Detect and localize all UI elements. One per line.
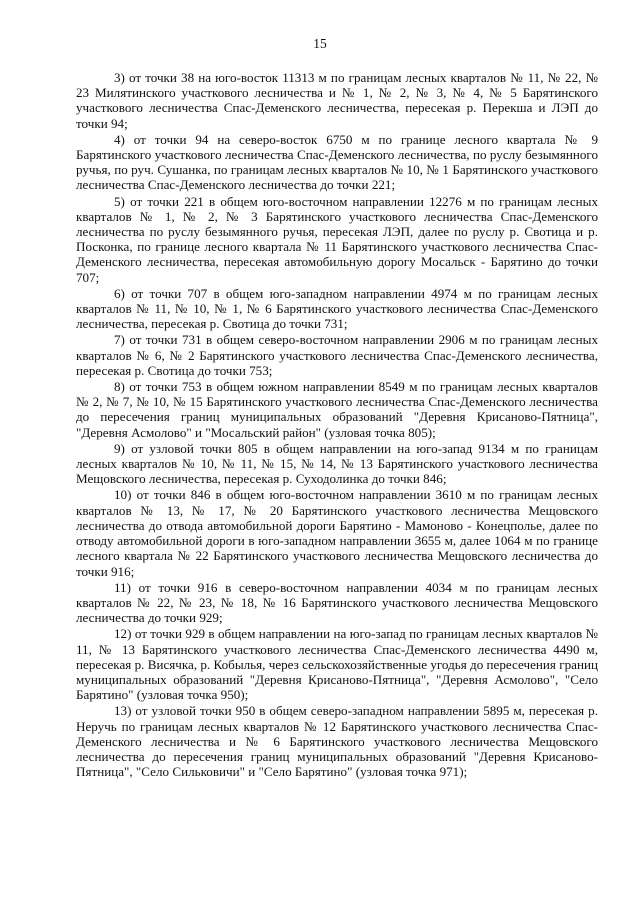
document-body: [76, 70, 598, 780]
paragraph-item-13: 13) от узловой точки 950 в общем северо-западном направлении 5895 м, пересекая р. Неручь по границам лесных кварталов № 12 Барятинского участкового лесничества Спас-Деменского лесничества и № 6 Барятинского участкового лесничества Мещовского лесничества до пересечения границ муниципальных образований "Деревня Крисаново-Пятница", "Село Сильковичи" и "Село Барятино" (узловая точка 971);: [76, 703, 598, 780]
paragraph-item-8: 8) от точки 753 в общем южном направлении 8549 м по границам лесных кварталов № 2, № 7, № 10, № 15 Барятинского участкового лесничества Спас-Деменского лесничества до пересечения границ муниципальных образований "Деревня Крисаново-Пятница", "Деревня Асмолово" и "Мосальский район" (узловая точка 805);: [76, 379, 598, 440]
paragraph-item-10: 10) от точки 846 в общем юго-восточном направлении 3610 м по границам лесных кварталов № 13, № 17, № 20 Барятинского участкового лесничества Мещовского лесничества до отвода автомобильной дороги Барятино - Мамоново - Конецполье, далее по отводу автомобильной дороги в юго-западном направлении 3655 м, далее 1064 м по границе лесного квартала № 22 Барятинского участкового лесничества Мещовского лесничества до точки 916;: [76, 487, 598, 579]
paragraph-item-5: 5) от точки 221 в общем юго-восточном направлении 12276 м по границам лесных кварталов № 1, № 2, № 3 Барятинского участкового лесничества Спас-Деменского лесничества по руслу безымянного ручья, пересекая ЛЭП, далее по руслу р. Свотица и р. Посконка, по границе лесного квартала № 11 Барятинского участкового лесничества Спас-Деменского лесничества, пересекая автомобильную дорогу Мосальск - Барятино до точки 707;: [76, 193, 598, 285]
paragraph-item-7: 7) от точки 731 в общем северо-восточном направлении 2906 м по границам лесных кварталов № 6, № 2 Барятинского участкового лесничества Спас-Деменского лесничества, пересекая р. Свотица до точки 753;: [76, 332, 598, 378]
paragraph-item-4: 4) от точки 94 на северо-восток 6750 м по границе лесного квартала № 9 Барятинского участкового лесничества Спас-Деменского лесничества, по руслу безымянного ручья, по руч. Сушанка, по границам лесных кварталов № 10, № 1 Барятинского участкового лесничества Спас-Деменского лесничества до точки 221;: [76, 131, 598, 193]
page-number: 15: [313, 36, 327, 51]
paragraph-item-9: 9) от узловой точки 805 в общем направлении на юго-запад 9134 м по границам лесных кварталов № 10, № 11, № 15, № 14, № 13 Барятинского участкового лесничества Мещовского лесничества, пересекая р. Суходолинка до точки 846;: [76, 440, 598, 487]
paragraph-item-12: 12) от точки 929 в общем направлении на юго-запад по границам лесных кварталов № 11, № 13 Барятинского участкового лесничества Спас-Деменского лесничества 4490 м, пересекая р. Висячка, р. Кобылья, через сельскохозяйственные угодья до пересечения границ муниципальных образований "Деревня Крисаново-Пятница", "Деревня Асмолово", "Село Барятино" (узловая точка 950);: [76, 626, 598, 703]
paragraph-item-11: 11) от точки 916 в северо-восточном направлении 4034 м по границам лесных кварталов № 22, № 23, № 18, № 16 Барятинского участкового лесничества Мещовского лесничества до точки 929;: [76, 579, 598, 626]
paragraph-item-6: 6) от точки 707 в общем юго-западном направлении 4974 м по границам лесных кварталов № 11, № 10, № 1, № 6 Барятинского участкового лесничества Спас-Деменского лесничества, пересекая р. Свотица до точки 731;: [76, 285, 598, 332]
paragraph-item-3: 3) от точки 38 на юго-восток 11313 м по границам лесных кварталов № 11, № 22, № 23 Милятинского участкового лесничества и № 1, № 2, № 3, № 4, № 5 Барятинского участкового лесничества Спас-Деменского лесничества, пересекая р. Перекша и ЛЭП до точки 94;: [76, 70, 598, 131]
